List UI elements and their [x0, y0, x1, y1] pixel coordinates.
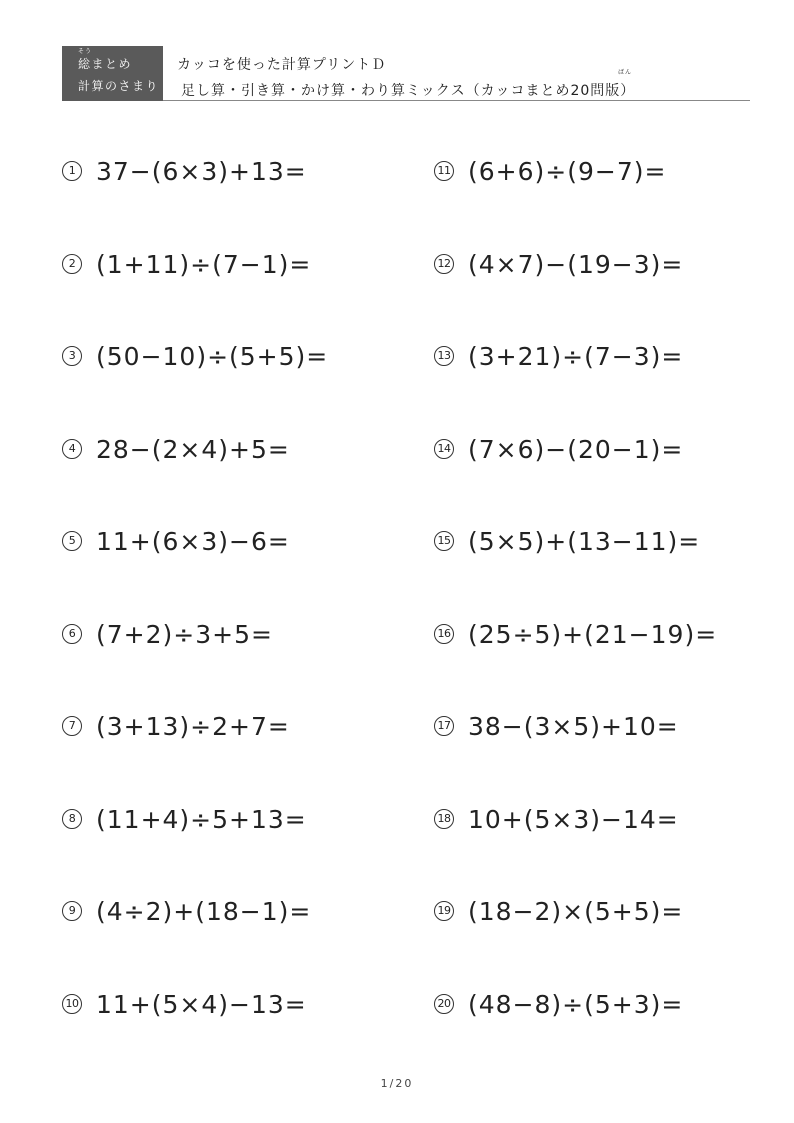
problem-number: 18	[434, 809, 454, 829]
problem-item	[62, 893, 311, 929]
problem-item	[62, 153, 307, 189]
problem-expression: (18−2)×(5+5)=	[468, 896, 684, 926]
problem-item	[62, 523, 290, 559]
problem-number: 8	[62, 809, 82, 829]
problem-expression: 11+(6×3)−6=	[96, 526, 290, 556]
problem-number: 2	[62, 254, 82, 274]
problem-number: 12	[434, 254, 454, 274]
problem-number: 5	[62, 531, 82, 551]
subtitle-ruby: ばん	[618, 69, 633, 76]
problem-number: 6	[62, 624, 82, 644]
problem-number: 20	[434, 994, 454, 1014]
problem-expression: (48−8)÷(5+3)=	[468, 989, 684, 1019]
problem-expression: 37−(6×3)+13=	[96, 156, 307, 186]
problem-number: 19	[434, 901, 454, 921]
problem-number: 3	[62, 346, 82, 366]
problem-item	[434, 708, 679, 744]
header-tag	[62, 46, 163, 101]
problem-expression: 28−(2×4)+5=	[96, 434, 290, 464]
problem-expression: (3+13)÷2+7=	[96, 711, 290, 741]
problem-item	[434, 893, 683, 929]
page-title: カッコを使った計算プリントＤ	[177, 57, 387, 73]
problem-expression: 11+(5×4)−13=	[96, 989, 307, 1019]
problem-number: 10	[62, 994, 82, 1014]
problem-number: 9	[62, 901, 82, 921]
problem-item	[434, 246, 683, 282]
problem-item	[434, 431, 683, 467]
problem-expression: (7×6)−(20−1)=	[468, 434, 684, 464]
tag-line2: 計算のさまり	[78, 79, 160, 93]
problem-expression: (11+4)÷5+13=	[96, 804, 307, 834]
problem-expression: (7+2)÷3+5=	[96, 619, 273, 649]
problem-expression: (6+6)÷(9−7)=	[468, 156, 667, 186]
page-number: 1/20	[380, 1077, 414, 1090]
subtitle-text: 足し算・引き算・かけ算・わり算ミックス（カッコまとめ20問版）	[181, 83, 636, 99]
problem-expression: 10+(5×3)−14=	[468, 804, 679, 834]
problem-expression: 38−(3×5)+10=	[468, 711, 679, 741]
problem-item	[62, 801, 307, 837]
problem-item	[62, 246, 311, 282]
problem-item	[434, 801, 679, 837]
problem-item	[62, 338, 328, 374]
tag-line1: 総まとめ	[78, 57, 133, 71]
problem-item	[434, 986, 683, 1022]
problem-expression: (25÷5)+(21−19)=	[468, 619, 718, 649]
problem-number: 1	[62, 161, 82, 181]
problem-expression: (5×5)+(13−11)=	[468, 526, 701, 556]
page-subtitle	[181, 69, 636, 100]
problem-number: 7	[62, 716, 82, 736]
header-divider	[163, 100, 750, 101]
problem-number: 15	[434, 531, 454, 551]
problem-item	[434, 153, 666, 189]
problem-item	[434, 523, 700, 559]
problem-expression: (4×7)−(19−3)=	[468, 249, 684, 279]
problem-number: 13	[434, 346, 454, 366]
problem-number: 17	[434, 716, 454, 736]
problem-expression: (4÷2)+(18−1)=	[96, 896, 312, 926]
problem-item	[62, 616, 273, 652]
problem-item	[434, 338, 683, 374]
problem-expression: (1+11)÷(7−1)=	[96, 249, 312, 279]
problem-number: 4	[62, 439, 82, 459]
problem-item	[434, 616, 717, 652]
problem-item	[62, 708, 290, 744]
problem-number: 14	[434, 439, 454, 459]
problem-item	[62, 431, 290, 467]
problem-expression: (3+21)÷(7−3)=	[468, 341, 684, 371]
problem-number: 16	[434, 624, 454, 644]
tag-ruby: そう	[78, 48, 93, 55]
problem-item	[62, 986, 307, 1022]
problem-expression: (50−10)÷(5+5)=	[96, 341, 329, 371]
problem-number: 11	[434, 161, 454, 181]
